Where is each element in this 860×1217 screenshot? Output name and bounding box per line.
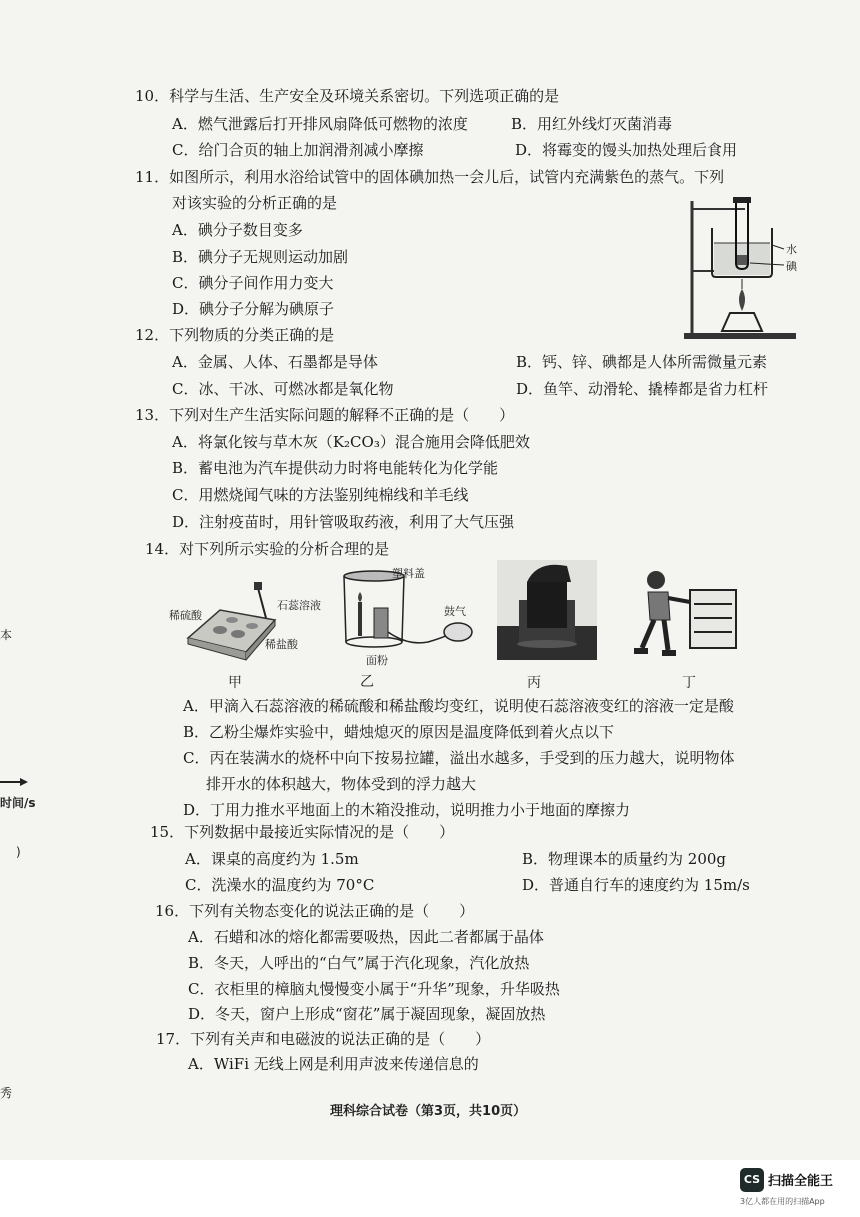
q10-option-c: C．给门合页的轴上加润滑剂减小摩擦 [172,141,424,159]
q12-option-a: A．金属、人体、石墨都是导体 [172,353,378,371]
scanner-slogan: 3亿人都在用的扫描App [740,1197,825,1206]
q17-option-a: A．WiFi 无线上网是利用声波来传递信息的 [188,1055,479,1073]
can-in-beaker-photo [497,560,597,660]
q10-option-b: B．用红外线灯灭菌消毒 [511,115,673,133]
q11-option-a: A．碘分子数目变多 [172,221,303,239]
q16-stem: 16．下列有关物态变化的说法正确的是（ ） [155,902,475,920]
q14-option-c-line1: C．丙在装满水的烧杯中向下按易拉罐，溢出水越多，手受到的压力越大，说明物体 [183,749,735,767]
q10-option-d: D．将霉变的馒头加热处理后食用 [515,141,738,159]
caption-yi: 乙 [360,674,374,690]
q11-option-c: C．碘分子间作用力变大 [172,274,334,292]
scanner-bar [0,1160,860,1217]
q10-stem: 10．科学与生活、生产安全及环境关系密切。下列选项正确的是 [135,87,560,105]
label-litmus-solution: 石蕊溶液 [277,599,321,612]
margin-fragment-3: ) [16,845,21,859]
q16-option-c: C．衣柜里的樟脑丸慢慢变小属于“升华”现象，升华吸热 [188,980,560,998]
caption-ding: 丁 [682,675,696,691]
q13-option-a: A．将氯化铵与草木灰（K₂CO₃）混合施用会降低肥效 [172,433,530,451]
q13-option-b: B．蓄电池为汽车提供动力时将电能转化为化学能 [172,459,499,477]
scanner-app-name: 扫描全能王 [768,1174,834,1189]
q14-stem: 14．对下列所示实验的分析合理的是 [145,540,390,558]
caption-bing: 丙 [527,675,541,691]
q15-option-a: A．课桌的高度约为 1.5m [185,850,359,868]
scanner-logo: CS [740,1168,764,1192]
label-plastic-lid: 塑料盖 [392,567,425,580]
spot-plate-figure [180,580,290,670]
q10-option-a: A．燃气泄露后打开排风扇降低可燃物的浓度 [172,115,468,133]
q11-stem-line1: 11．如图所示，利用水浴给试管中的固体碘加热一会儿后，试管内充满紫色的蒸气。下列 [135,168,725,186]
q12-option-b: B．钙、锌、碘都是人体所需微量元素 [516,353,768,371]
q15-stem: 15．下列数据中最接近实际情况的是（ ） [150,823,455,841]
q16-option-a: A．石蜡和冰的熔化都需要吸热，因此二者都属于晶体 [188,928,544,946]
q14-option-c-line2: 排开水的体积越大，物体受到的浮力越大 [206,775,477,793]
label-blow-air: 鼓气 [444,605,466,618]
q16-option-b: B．冬天，人呼出的“白气”属于汽化现象，汽化放热 [188,954,530,972]
q13-option-c: C．用燃烧闻气味的方法鉴别纯棉线和羊毛线 [172,486,469,504]
margin-fragment-4: 秀 [0,1086,13,1100]
margin-fragment-2: 时间/s [0,796,36,810]
margin-fragment-1: 本 [0,628,13,642]
caption-jia: 甲 [228,675,242,691]
q14-option-b: B．乙粉尘爆炸实验中，蜡烛熄灭的原因是温度降低到着火点以下 [183,723,615,741]
label-dilute-hydrochloric-acid: 稀盐酸 [265,638,298,651]
axis-arrow-fragment [0,778,28,786]
q15-option-c: C．洗澡水的温度约为 70°C [185,876,375,894]
q12-option-d: D．鱼竿、动滑轮、撬棒都是省力杠杆 [516,380,769,398]
q16-option-d: D．冬天，窗户上形成“窗花”属于凝固现象，凝固放热 [188,1005,546,1023]
q17-stem: 17．下列有关声和电磁波的说法正确的是（ ） [156,1030,491,1048]
page-footer: 理科综合试卷（第3页，共10页） [330,1104,527,1119]
label-flour: 面粉 [366,654,388,667]
q14-option-d: D．丁用力推水平地面上的木箱没推动，说明推力小于地面的摩擦力 [183,801,631,819]
label-iodine: 碘 [786,260,797,273]
q14-option-a: A．甲滴入石蕊溶液的稀硫酸和稀盐酸均变红，说明使石蕊溶液变红的溶液一定是酸 [183,697,734,715]
q12-stem: 12．下列物质的分类正确的是 [135,326,335,344]
q12-option-c: C．冰、干冰、可燃冰都是氧化物 [172,380,394,398]
boy-pushing-box-figure [624,568,744,660]
q11-option-b: B．碘分子无规则运动加剧 [172,248,349,266]
label-water: 水 [786,243,797,256]
q13-option-d: D．注射疫苗时，用针管吸取药液，利用了大气压强 [172,513,515,531]
q11-stem-line2: 对该实验的分析正确的是 [172,194,338,212]
q13-stem: 13．下列对生产生活实际问题的解释不正确的是（ ） [135,406,515,424]
q11-option-d: D．碘分子分解为碘原子 [172,300,335,318]
q15-option-b: B．物理课本的质量约为 200g [522,850,727,868]
label-dilute-sulfuric-acid: 稀硫酸 [169,609,202,622]
q15-option-d: D．普通自行车的速度约为 15m/s [522,876,750,894]
